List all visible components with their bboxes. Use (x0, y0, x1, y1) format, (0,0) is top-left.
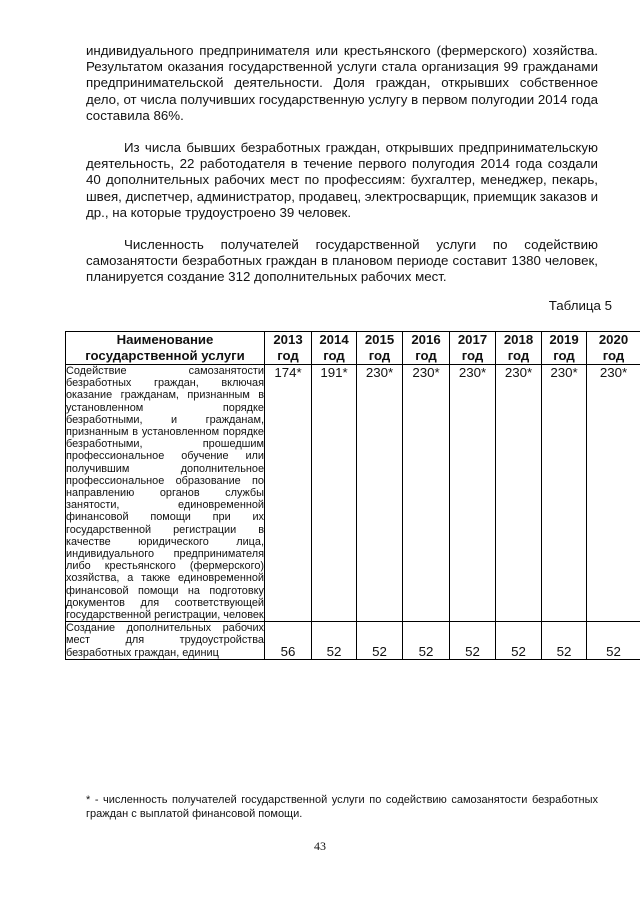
header-year: 2014 год (312, 332, 357, 365)
table-row (66, 365, 640, 622)
header-year: 2018 год (496, 332, 542, 365)
row-value: 52 (403, 622, 450, 660)
header-year: 2019 год (542, 332, 587, 365)
header-service-name: Наименование государственной услуги (66, 332, 265, 365)
row-value: 174* (265, 365, 312, 622)
header-year: 2017 год (450, 332, 496, 365)
paragraph-1 (86, 43, 598, 124)
header-year: 2016 год (403, 332, 450, 365)
row-service-name: Создание дополнительных рабочих мест для трудоустройства безработных граждан, единиц (66, 622, 264, 659)
header-year: 2020 год (587, 332, 640, 365)
table-header-row (66, 332, 640, 365)
row-value: 52 (450, 622, 496, 660)
table-caption: Таблица 5 (548, 298, 612, 313)
row-value: 230* (496, 365, 542, 622)
paragraph-3 (86, 237, 598, 286)
row-value: 56 (265, 622, 312, 660)
page-number: 43 (314, 839, 326, 853)
paragraph-text-1: индивидуального предпринимателя или крестьянского (фермерского) хозяйства. Результатом оказания государственной услуги стала организация 99 гражданами предпринимательской деятельности. Доля граждан, открывших собственное дело, от числа получивших государственную услугу в первом полугодии 2014 года составила 86%. (86, 43, 598, 123)
row-value: 52 (542, 622, 587, 660)
paragraph-2 (86, 140, 598, 221)
row-value: 191* (312, 365, 357, 622)
row-value: 230* (542, 365, 587, 622)
row-value: 230* (450, 365, 496, 622)
row-service-name: Содействие самозанятости безработных граждан, включая оказание гражданам, признанным в установленном порядке безработными, и гражданам, признанным в установленном порядке безработными, прошедшим профессиональное обучение или получившим дополнительное профессиональное образование по направлению органов службы занятости, единовременной финансовой помощи при их государственной регистрации в качестве юридического лица, индивидуального предпринимателя либо крестьянского (фермерского) хозяйства, а также единовременной финансовой помощи на подготовку документов для соответствующей государственной регистрации, человек (66, 365, 264, 622)
row-value: 52 (587, 622, 640, 660)
table-footnote: * - численность получателей государственной услуги по содействию самозанятости безработных граждан с выплатой финансовой помощи. (86, 794, 598, 820)
services-table (65, 331, 640, 660)
row-value: 52 (312, 622, 357, 660)
paragraph-text-2: Из числа бывших безработных граждан, открывших предпринимательскую деятельность, 22 работодателя в течение первого полугодия 2014 года создали 40 дополнительных рабочих мест по профессиям: бухгалтер, менеджер, пекарь, швея, диспетчер, администратор, продавец, электросварщик, приемщик заказов и др., на которые трудоустроено 39 человек. (86, 140, 599, 220)
paragraph-text-3: Численность получателей государственной услуги по содействию самозанятости безработных граждан в плановом периоде составит 1380 человек, планируется создание 312 дополнительных рабочих мест. (86, 237, 598, 285)
row-value: 230* (403, 365, 450, 622)
header-year: 2015 год (357, 332, 403, 365)
header-year: 2013 год (265, 332, 312, 365)
table-row (66, 622, 640, 660)
row-value: 230* (587, 365, 640, 622)
row-value: 52 (496, 622, 542, 660)
row-value: 52 (357, 622, 403, 660)
row-value: 230* (357, 365, 403, 622)
